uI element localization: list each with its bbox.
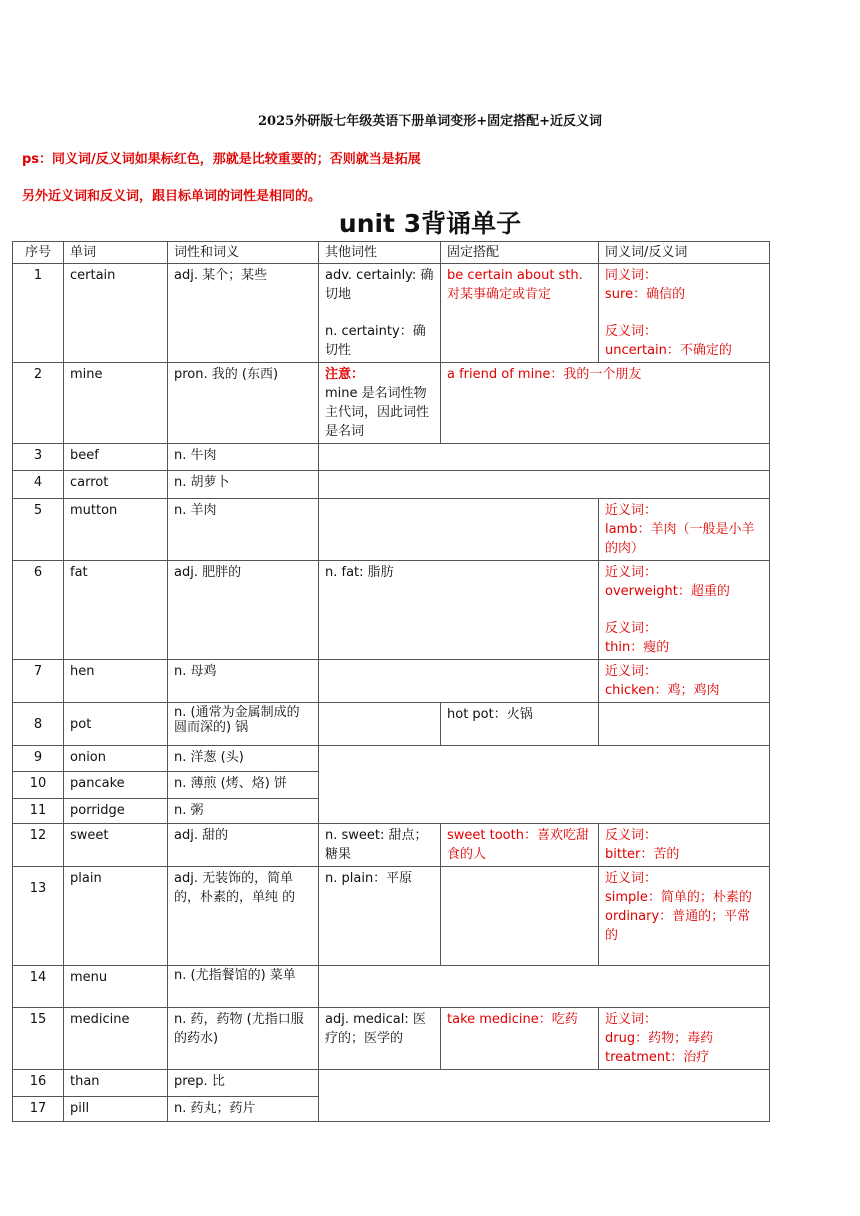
table-row	[13, 363, 770, 444]
row-meaning: n. 羊肉	[168, 499, 319, 561]
row-number: 15	[13, 1008, 64, 1070]
synonym-label: 近义词：	[605, 664, 658, 679]
document-title: 2025外研版七年级英语下册单词变形+固定搭配+近反义词	[258, 114, 602, 129]
table-row	[13, 660, 770, 703]
synonym-label: 近义词：	[605, 871, 658, 886]
table-row	[13, 561, 770, 660]
row-phrase: be certain about sth. 对某事确定或肯定	[441, 264, 599, 363]
row-empty	[319, 746, 770, 824]
row-other-forms: n. fat: 脂肪	[319, 561, 599, 660]
row-word: porridge	[64, 799, 168, 824]
synonym: treatment：治疗	[605, 1050, 710, 1065]
antonym: uncertain：不确定的	[605, 343, 732, 358]
table-row	[13, 966, 770, 1008]
row-meaning: n. 洋葱 (头)	[168, 746, 319, 772]
header-meaning: 词性和词义	[168, 242, 319, 264]
row-synonyms	[599, 499, 770, 561]
row-phrase: take medicine：吃药	[441, 1008, 599, 1070]
row-word: onion	[64, 746, 168, 772]
row-synonyms	[599, 824, 770, 867]
antonym-label: 反义词：	[605, 621, 658, 636]
row-word: pot	[64, 703, 168, 746]
header-phrases: 固定搭配	[441, 242, 599, 264]
synonym: simple：简单的；朴素的	[605, 890, 752, 905]
row-synonyms	[599, 660, 770, 703]
row-empty	[319, 499, 599, 561]
other-form: adv. certainly: 确切地	[325, 268, 434, 302]
synonym-label: 近义词：	[605, 503, 658, 518]
table-row	[13, 703, 770, 746]
row-word: hen	[64, 660, 168, 703]
row-empty	[319, 471, 770, 499]
row-number: 11	[13, 799, 64, 824]
row-other-forms: n. plain：平原	[319, 867, 441, 966]
row-number: 9	[13, 746, 64, 772]
table-row	[13, 1070, 770, 1097]
row-other-forms	[319, 264, 441, 363]
table-row	[13, 499, 770, 561]
row-meaning: n. (通常为金属制成的圆而深的) 锅	[168, 703, 319, 746]
row-synonyms	[599, 561, 770, 660]
row-number: 2	[13, 363, 64, 444]
synonym-label: 同义词：	[605, 268, 658, 283]
synonym-label: 近义词：	[605, 565, 658, 580]
row-word: certain	[64, 264, 168, 363]
table-row	[13, 824, 770, 867]
row-word: fat	[64, 561, 168, 660]
row-meaning: n. 药丸；药片	[168, 1097, 319, 1122]
other-form: n. certainty：确切性	[325, 324, 426, 358]
antonym: bitter：苦的	[605, 847, 680, 862]
row-empty	[599, 703, 770, 746]
note-label: 注意：	[325, 367, 365, 382]
synonym-label: 近义词：	[605, 1012, 658, 1027]
row-meaning: n. 牛肉	[168, 444, 319, 471]
row-number: 6	[13, 561, 64, 660]
row-empty	[319, 703, 441, 746]
row-number: 1	[13, 264, 64, 363]
table-row	[13, 1008, 770, 1070]
antonym: thin：瘦的	[605, 640, 670, 655]
row-word: beef	[64, 444, 168, 471]
table-row	[13, 867, 770, 966]
row-number: 12	[13, 824, 64, 867]
row-other-forms	[319, 363, 441, 444]
unit-title: unit 3背诵单子	[338, 209, 522, 238]
synonym: lamb：羊肉（一般是小羊的肉）	[605, 522, 755, 556]
row-word: plain	[64, 867, 168, 966]
row-synonyms	[599, 264, 770, 363]
row-meaning: adj. 某个；某些	[168, 264, 319, 363]
table-header-row	[13, 242, 770, 264]
other-form-note: mine 是名词性物主代词，因此词性是名词	[325, 386, 430, 439]
row-empty	[319, 1070, 770, 1122]
row-number: 5	[13, 499, 64, 561]
row-number: 16	[13, 1070, 64, 1097]
row-word: than	[64, 1070, 168, 1097]
vocabulary-table	[12, 241, 770, 1122]
row-meaning: prep. 比	[168, 1070, 319, 1097]
header-word: 单词	[64, 242, 168, 264]
row-word: medicine	[64, 1008, 168, 1070]
row-number: 17	[13, 1097, 64, 1122]
row-meaning: n. 母鸡	[168, 660, 319, 703]
synonym: ordinary：普通的；平常的	[605, 909, 751, 943]
row-number: 8	[13, 703, 64, 746]
row-phrase: sweet tooth：喜欢吃甜食的人	[441, 824, 599, 867]
row-meaning: n. 药，药物 (尤指口服的药水)	[168, 1008, 319, 1070]
row-number: 7	[13, 660, 64, 703]
row-meaning: adj. 无装饰的，简单的，朴素的，单纯 的	[168, 867, 319, 966]
row-word: sweet	[64, 824, 168, 867]
table-row	[13, 264, 770, 363]
table-row	[13, 471, 770, 499]
antonym-label: 反义词：	[605, 828, 658, 843]
row-other-forms: n. sweet: 甜点；糖果	[319, 824, 441, 867]
antonym-label: 反义词：	[605, 324, 658, 339]
row-word: mutton	[64, 499, 168, 561]
row-other-forms: adj. medical: 医疗的；医学的	[319, 1008, 441, 1070]
row-word: pill	[64, 1097, 168, 1122]
row-word: pancake	[64, 772, 168, 799]
row-synonyms	[599, 867, 770, 966]
synonym: drug：药物；毒药	[605, 1031, 714, 1046]
synonym: sure：确信的	[605, 287, 686, 302]
row-empty	[319, 660, 599, 703]
header-synonyms-antonyms: 同义词/反义词	[599, 242, 770, 264]
row-meaning: adj. 肥胖的	[168, 561, 319, 660]
row-empty	[441, 867, 599, 966]
row-empty	[319, 966, 770, 1008]
synonym: chicken：鸡；鸡肉	[605, 683, 720, 698]
table-row	[13, 746, 770, 772]
row-meaning: adj. 甜的	[168, 824, 319, 867]
row-number: 3	[13, 444, 64, 471]
row-meaning: n. (尤指餐馆的) 菜单	[168, 966, 319, 1008]
note-importance: ps：同义词/反义词如果标红色，那就是比较重要的；否则就当是拓展	[22, 152, 421, 167]
row-meaning: n. 胡萝卜	[168, 471, 319, 499]
row-word: menu	[64, 966, 168, 1008]
synonym: overweight：超重的	[605, 584, 730, 599]
row-meaning: n. 薄煎 (烤、烙) 饼	[168, 772, 319, 799]
row-word: mine	[64, 363, 168, 444]
header-other-forms: 其他词性	[319, 242, 441, 264]
row-number: 10	[13, 772, 64, 799]
row-phrase: hot pot：火锅	[441, 703, 599, 746]
header-number: 序号	[13, 242, 64, 264]
row-word: carrot	[64, 471, 168, 499]
row-number: 14	[13, 966, 64, 1008]
row-meaning: n. 粥	[168, 799, 319, 824]
row-number: 4	[13, 471, 64, 499]
row-empty	[319, 444, 770, 471]
row-meaning: pron. 我的 (东西)	[168, 363, 319, 444]
row-phrase: a friend of mine：我的一个朋友	[441, 363, 770, 444]
row-synonyms	[599, 1008, 770, 1070]
row-number: 13	[13, 867, 64, 966]
note-part-of-speech: 另外近义词和反义词，跟目标单词的词性是相同的。	[22, 189, 322, 204]
table-row	[13, 444, 770, 471]
